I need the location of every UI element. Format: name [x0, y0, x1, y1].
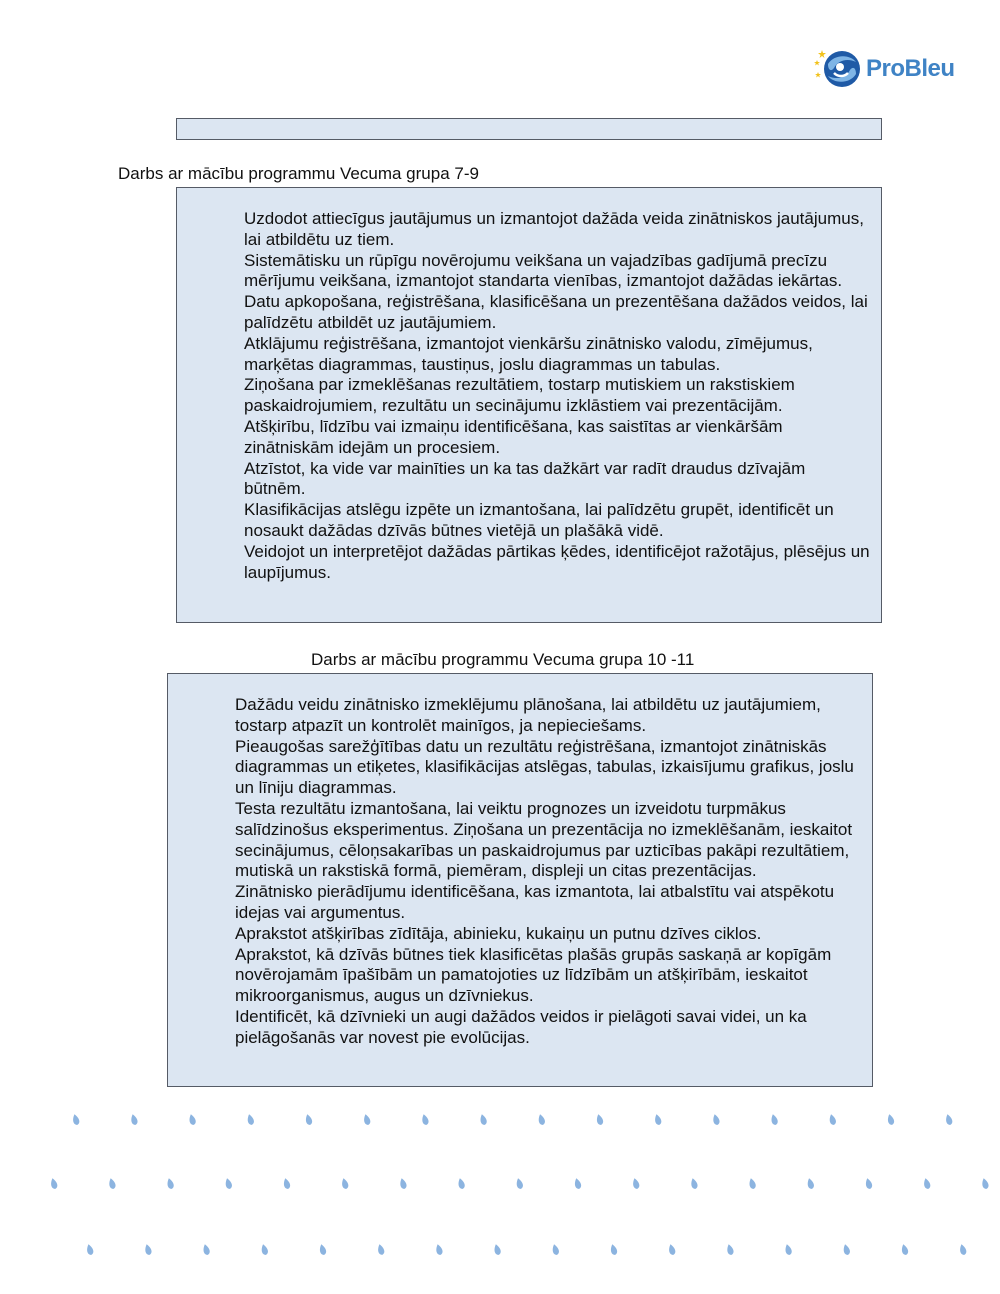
water-drop-icon: [282, 1177, 291, 1189]
curriculum-item: Uzdodot attiecīgus jautājumus un izmantojot dažāda veida zinātniskos jautājumus, lai atbildētu uz tiem.: [244, 209, 864, 249]
curriculum-item: Ziņošana par izmeklēšanas rezultātiem, tostarp mutiskiem un rakstiskiem paskaidrojumiem, rezultātu un secinājumu izklāstiem vai prezentācijām.: [244, 375, 795, 416]
curriculum-item: Klasifikācijas atslēgu izpēte un izmantošana, lai palīdzētu grupēt, identificēt un nosaukt dažādas dzīvās būtnes vietējā un plašākā vidē.: [244, 500, 834, 540]
water-drop-icon: [260, 1243, 269, 1255]
water-drop-icon: [770, 1113, 779, 1125]
water-drop-icon: [318, 1243, 327, 1255]
water-drop-icon: [690, 1177, 699, 1189]
water-drop-icon: [654, 1113, 663, 1125]
water-drop-icon: [726, 1243, 735, 1255]
water-drop-icon: [632, 1177, 641, 1189]
curriculum-item: Aprakstot, kā dzīvās būtnes tiek klasificētas plašās grupās saskaņā ar kopīgām novērojamām īpašībām un pamatojoties uz līdzībām un atšķirībām, ieskaitot mikroorganismus, augus un dzīvniekus.: [235, 944, 832, 1006]
curriculum-item: Dažādu veidu zinātnisko izmeklējumu plānošana, lai atbildētu uz jautājumiem, tostarp atpazīt un kontrolēt mainīgos, ja nepieciešams.: [235, 695, 821, 735]
water-drop-icon: [668, 1243, 677, 1255]
water-drop-icon: [144, 1243, 153, 1255]
curriculum-item: Zinātnisko pierādījumu identificēšana, kas izmantota, lai atbalstītu vai atspēkotu idejas vai argumentus.: [235, 882, 835, 922]
curriculum-item: Veidojot un interpretējot dažādas pārtikas ķēdes, identificējot ražotājus, plēsējus un laupījumus.: [244, 541, 870, 582]
water-drop-icon: [86, 1243, 95, 1255]
water-drop-icon: [806, 1177, 815, 1189]
curriculum-item: Sistemātisku un rūpīgu novērojumu veikšana un vajadzības gadījumā precīzu mērījumu veikšana, izmantojot standarta vienības, izmantojot dažādas iekārtas.: [244, 250, 843, 291]
water-drop-icon: [748, 1177, 757, 1189]
top-empty-box: [176, 118, 882, 140]
curriculum-box-7-9: [176, 187, 882, 623]
water-drop-icon: [959, 1243, 968, 1255]
water-drop-icon: [923, 1177, 932, 1189]
section-title-7-9: Darbs ar mācību programmu Vecuma grupa 7-9: [118, 164, 479, 183]
curriculum-item: Atšķirību, līdzību vai izmaiņu identificēšana, kas saistītas ar vienkāršām zinātniskām idejām un procesiem.: [244, 416, 783, 457]
water-drop-icon: [72, 1113, 81, 1125]
water-drop-icon: [784, 1243, 793, 1255]
probleu-logo-icon: [814, 46, 862, 92]
curriculum-item: Atklājumu reģistrēšana, izmantojot vienkāršu zinātnisko valodu, zīmējumus, marķētas diagrammas, taustiņus, joslu diagrammas un tabulas.: [244, 333, 813, 374]
curriculum-item: Datu apkopošana, reģistrēšana, klasificēšana un prezentēšana dažādos veidos, lai palīdzētu atbildēt uz jautājumiem.: [244, 292, 868, 332]
water-drop-icon: [399, 1177, 408, 1189]
water-drop-icon: [457, 1177, 466, 1189]
water-drop-icon: [609, 1243, 618, 1255]
water-drop-icon: [537, 1113, 546, 1125]
water-drop-icon: [981, 1177, 990, 1189]
water-drop-icon: [202, 1243, 211, 1255]
water-drop-icon: [828, 1113, 837, 1125]
water-drop-icon: [479, 1113, 488, 1125]
water-drop-icon: [108, 1177, 117, 1189]
water-drop-icon: [515, 1177, 524, 1189]
curriculum-item: Pieaugošas sarežģītības datu un rezultātu reģistrēšana, izmantojot zinātniskās diagrammas un etiķetes, klasifikācijas atslēgas, tabulas, izkaisījumu grafikus, joslu un līniju diagrammas.: [235, 736, 854, 798]
water-drop-icon: [886, 1113, 895, 1125]
water-drop-icon: [130, 1113, 139, 1125]
water-drop-icon: [188, 1113, 197, 1125]
curriculum-item: Testa rezultātu izmantošana, lai veiktu prognozes un izveidotu turpmākus salīdzinošus eksperimentus. Ziņošana un prezentācija no izmeklēšanām, ieskaitot secinājumus, cēloņsakarības un paskaidrojumus par uzticības pakāpi rezultātiem, mutiskā un rakstiskā formā, piemēram, displeji un citas prezentācijas.: [235, 798, 853, 881]
curriculum-item: Aprakstot atšķirības zīdītāja, abinieku, kukaiņu un putnu dzīves ciklos.: [235, 923, 762, 943]
curriculum-item: Identificēt, kā dzīvnieki un augi dažādos veidos ir pielāgoti savai videi, un ka pielāgošanās var novest pie evolūcijas.: [235, 1006, 807, 1047]
water-drop-icon: [900, 1243, 909, 1255]
logo-text: ProBleu: [866, 55, 955, 82]
section-title-10-11: Darbs ar mācību programmu Vecuma grupa 10 -11: [311, 650, 695, 669]
water-drop-icon: [595, 1113, 604, 1125]
water-drop-icon: [304, 1113, 313, 1125]
water-drop-icon: [50, 1177, 59, 1189]
water-drop-icon: [435, 1243, 444, 1255]
water-drop-icon: [246, 1113, 255, 1125]
water-drop-icon: [341, 1177, 350, 1189]
water-drop-icon: [224, 1177, 233, 1189]
water-drop-icon: [945, 1113, 954, 1125]
water-drop-pattern: [0, 1100, 1000, 1294]
curriculum-item: Atzīstot, ka vide var mainīties un ka tas dažkārt var radīt draudus dzīvajām būtnēm.: [244, 458, 806, 499]
water-drop-icon: [421, 1113, 430, 1125]
water-drop-icon: [377, 1243, 386, 1255]
water-drop-icon: [712, 1113, 721, 1125]
probleu-logo: [814, 46, 964, 92]
water-drop-icon: [551, 1243, 560, 1255]
water-drop-icon: [363, 1113, 372, 1125]
water-drop-icon: [842, 1243, 851, 1255]
water-drop-icon: [166, 1177, 175, 1189]
curriculum-box-10-11: [167, 673, 873, 1087]
water-drop-icon: [493, 1243, 502, 1255]
water-drop-icon: [864, 1177, 873, 1189]
water-drop-icon: [573, 1177, 582, 1189]
